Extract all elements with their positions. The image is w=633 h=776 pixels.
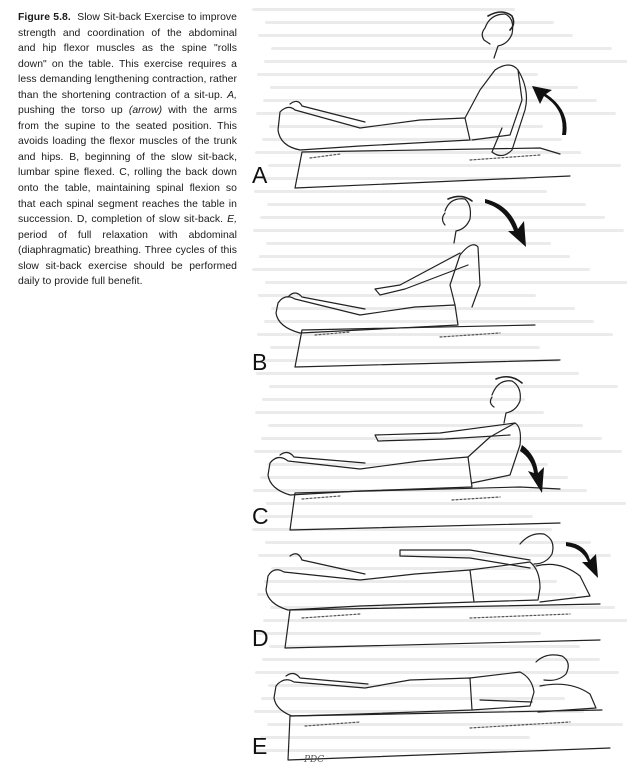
caption-part-a-text-1: pushing the torso up <box>18 105 123 117</box>
panel-letter-e: E <box>252 733 268 759</box>
illustration-sit-back-start <box>240 185 633 375</box>
panel-a <box>240 0 633 190</box>
caption-part-a-text-2: with the arms from the supine to the seated position. This avoids loading the flexor muscles of the trunk and hips. <box>18 105 238 163</box>
arrow-down-icon <box>520 445 544 493</box>
illustration-full-relaxation <box>240 650 633 776</box>
panel-letter-b: B <box>252 349 268 375</box>
caption-part-d: D, completion of slow sit-back. <box>76 214 224 226</box>
panel-e <box>240 650 633 776</box>
panel-letter-c: C <box>252 503 269 529</box>
figure-label: Figure 5.8. <box>18 12 71 23</box>
caption-part-c: C, rolling the back down onto the table, maintaining spinal flexion so that each spinal segment reaches the table in succession. <box>18 167 238 226</box>
caption-part-a-letter: A, <box>227 89 238 101</box>
illustrator-signature: PDC <box>304 755 325 765</box>
caption-title: Slow Sit-back Exercise to improve strength and coordination of the abdominal and hip flexor muscles as the spine "rolls down" on the table. This exercise requires a less demanding lengthening contraction, rather than the shortening contraction of a sit-up. <box>18 12 238 101</box>
figure-caption <box>18 10 237 290</box>
panel-c <box>240 365 633 535</box>
panel-d <box>240 530 633 660</box>
illustration-rolling-down <box>240 365 633 535</box>
arrow-down-icon <box>485 199 526 247</box>
illustration-sit-back-complete <box>240 530 633 660</box>
caption-part-e-text: period of full relaxation with abdominal (diaphragmatic) breathing. Three cycles of this slow sit-back exercise should be performed daily to provide full benefit. <box>18 229 237 288</box>
panel-letter-a: A <box>252 162 268 188</box>
panel-b <box>240 185 633 375</box>
arrow-down-icon <box>566 542 598 578</box>
arrow-up-icon <box>532 86 567 135</box>
caption-part-e-letter: E, <box>227 214 238 226</box>
panel-letter-d: D <box>252 625 269 651</box>
caption-part-b: B, beginning of the slow sit-back, lumbar spine flexed. <box>18 151 238 179</box>
caption-arrow-note: (arrow) <box>128 105 163 117</box>
illustration-seated-push-up <box>240 0 633 190</box>
